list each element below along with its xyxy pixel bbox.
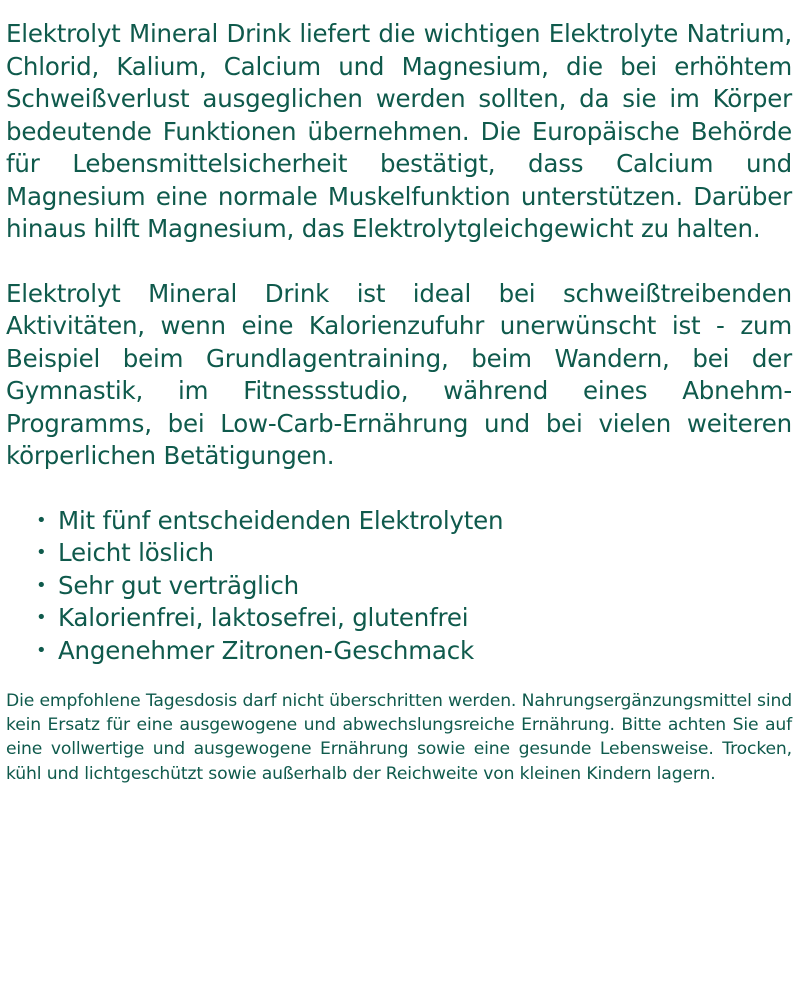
feature-item (34, 570, 792, 603)
feature-text: Leicht löslich (58, 538, 214, 567)
disclaimer-note: Die empfohlene Tagesdosis darf nicht überschritten werden. Nahrungsergänzungsmittel sind kein Ersatz für eine ausgewogene und abwechslungsreiche Ernährung. Bitte achten Sie auf eine vollwertige und ausgewogene Ernährung sowie eine gesunde Lebensweise. Trocken, kühl und lichtgeschützt sowie außerhalb der Reichweite von kleinen Kindern lagern. (6, 691, 792, 784)
feature-item (34, 505, 792, 538)
feature-item (34, 635, 792, 668)
feature-text: Sehr gut verträglich (58, 570, 299, 600)
feature-item (34, 537, 792, 570)
feature-text: Kalorienfrei, laktosefrei, glutenfrei (58, 603, 469, 632)
feature-text: Mit fünf entscheidenden Elektrolyten (58, 505, 504, 535)
bullet-icon: • (36, 639, 47, 661)
feature-text: Angenehmer Zitronen-Geschmack (58, 635, 474, 665)
product-description (6, 18, 792, 786)
intro-paragraph: Elektrolyt Mineral Drink liefert die wichtigen Elektrolyte Natrium, Chlorid, Kalium, Calcium und Magnesium, die bei erhöhtem Schweißverlust ausgeglichen werden sollten, da sie im Körper bedeutende Funktionen übernehmen. Die Europäische Behörde für Lebensmittelsicherheit bestätigt, dass Calcium und Magnesium eine normale Muskelfunktion unterstützen. Darüber hinaus hilft Magnesium, das Elektrolytgleichgewicht zu halten. (6, 19, 792, 243)
bullet-icon: • (36, 509, 47, 531)
feature-item (34, 602, 792, 635)
bullet-icon: • (36, 607, 47, 628)
usage-paragraph: Elektrolyt Mineral Drink ist ideal bei schweißtreibenden Aktivitäten, wenn eine Kalorienzufuhr unerwünscht ist - zum Beispiel beim Grundlagentraining, beim Wandern, bei der Gymnastik, im Fitnessstudio, während eines Abnehm-Programms, bei Low-Carb-Ernährung und bei vielen weiteren körperlichen Betätigungen. (6, 278, 792, 470)
bullet-icon: • (36, 542, 47, 563)
feature-list (6, 505, 792, 668)
bullet-icon: • (36, 574, 47, 596)
